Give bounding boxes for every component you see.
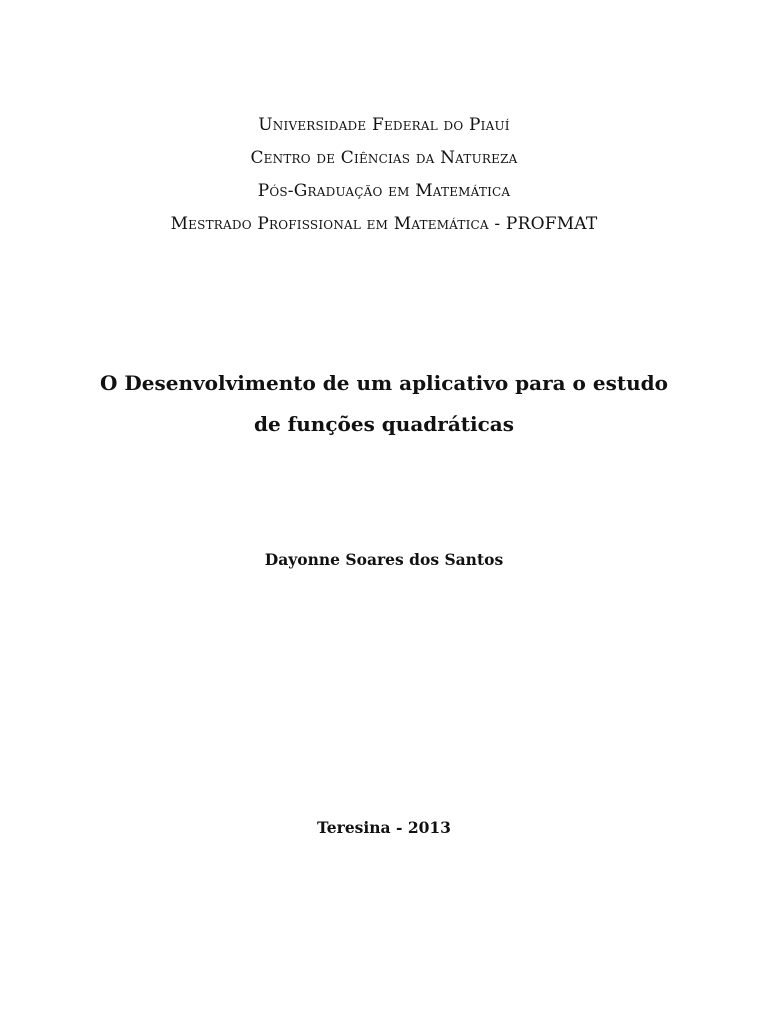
- program-name: Mestrado Profissional em Matemática - PROFMAT: [170, 214, 598, 234]
- thesis-title-line-1: O Desenvolvimento de um aplicativo para o estudo: [100, 371, 668, 395]
- thesis-title-line-2: de funções quadráticas: [253, 412, 515, 436]
- graduate-program: Pós-Graduação em Matemática: [257, 181, 511, 201]
- center-name: Centro de Ciências da Natureza: [250, 148, 518, 168]
- place-year: Teresina - 2013: [317, 818, 451, 837]
- author-name: Dayonne Soares dos Santos: [264, 550, 504, 569]
- university-name: Universidade Federal do Piauí: [258, 115, 510, 135]
